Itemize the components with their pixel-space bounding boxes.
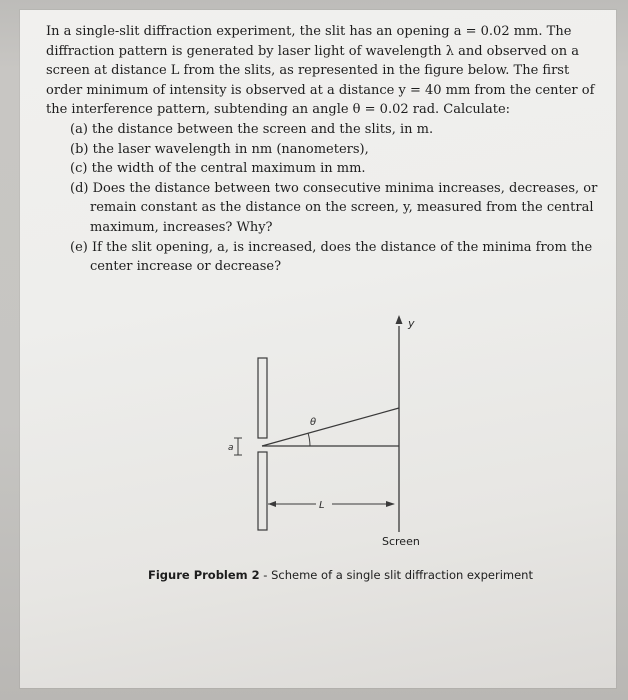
part-e-label: (e)	[70, 239, 88, 255]
screen-label: Screen	[382, 535, 420, 548]
part-e-text: If the slit opening, a, is increased, does the distance of the minima from the center increase or decrease?	[90, 239, 593, 275]
L-arrow-left-icon	[268, 501, 276, 507]
part-a-text: the distance between the screen and the slits, in m.	[92, 121, 434, 137]
part-d-text: Does the distance between two consecutive minima increases, decreases, or remain constant as the distance on the screen, y, measured from the central maximum, increases? Why?	[90, 180, 598, 235]
problem-intro: In a single-slit diffraction experiment, the slit has an opening a = 0.02 mm. The diffraction pattern is generated by laser light of wavelength λ and observed on a screen at distance L from the slits, as represented in the figure below. The first order minimum of intensity is observed at a distance y = 40 mm from the center of the interference pattern, subtending an angle θ = 0.02 rad. Calculate:	[46, 24, 595, 118]
part-a-label: (a)	[70, 121, 88, 137]
paper-page	[20, 10, 616, 688]
figure-caption	[148, 568, 533, 582]
diffraction-diagram	[20, 10, 616, 688]
a-label: a	[228, 443, 234, 453]
L-arrow-right-icon	[386, 501, 395, 507]
part-d-label: (d)	[70, 180, 89, 196]
part-b-text: the laser wavelength in nm (nanometers),	[92, 141, 369, 157]
theta-arc	[308, 433, 310, 446]
lower-slit-plate	[258, 452, 267, 530]
diffracted-ray	[262, 408, 399, 446]
theta-label: θ	[310, 417, 317, 428]
part-c-text: the width of the central maximum in mm.	[91, 161, 366, 177]
y-axis-arrow-icon	[396, 315, 403, 324]
y-axis-label: y	[408, 317, 415, 330]
caption-rest: - Scheme of a single slit diffraction experiment	[259, 568, 533, 582]
part-c-label: (c)	[70, 161, 88, 177]
L-label: L	[319, 500, 325, 511]
caption-bold: Figure Problem 2	[148, 568, 260, 582]
upper-slit-plate	[258, 358, 267, 438]
part-b-label: (b)	[70, 141, 89, 157]
